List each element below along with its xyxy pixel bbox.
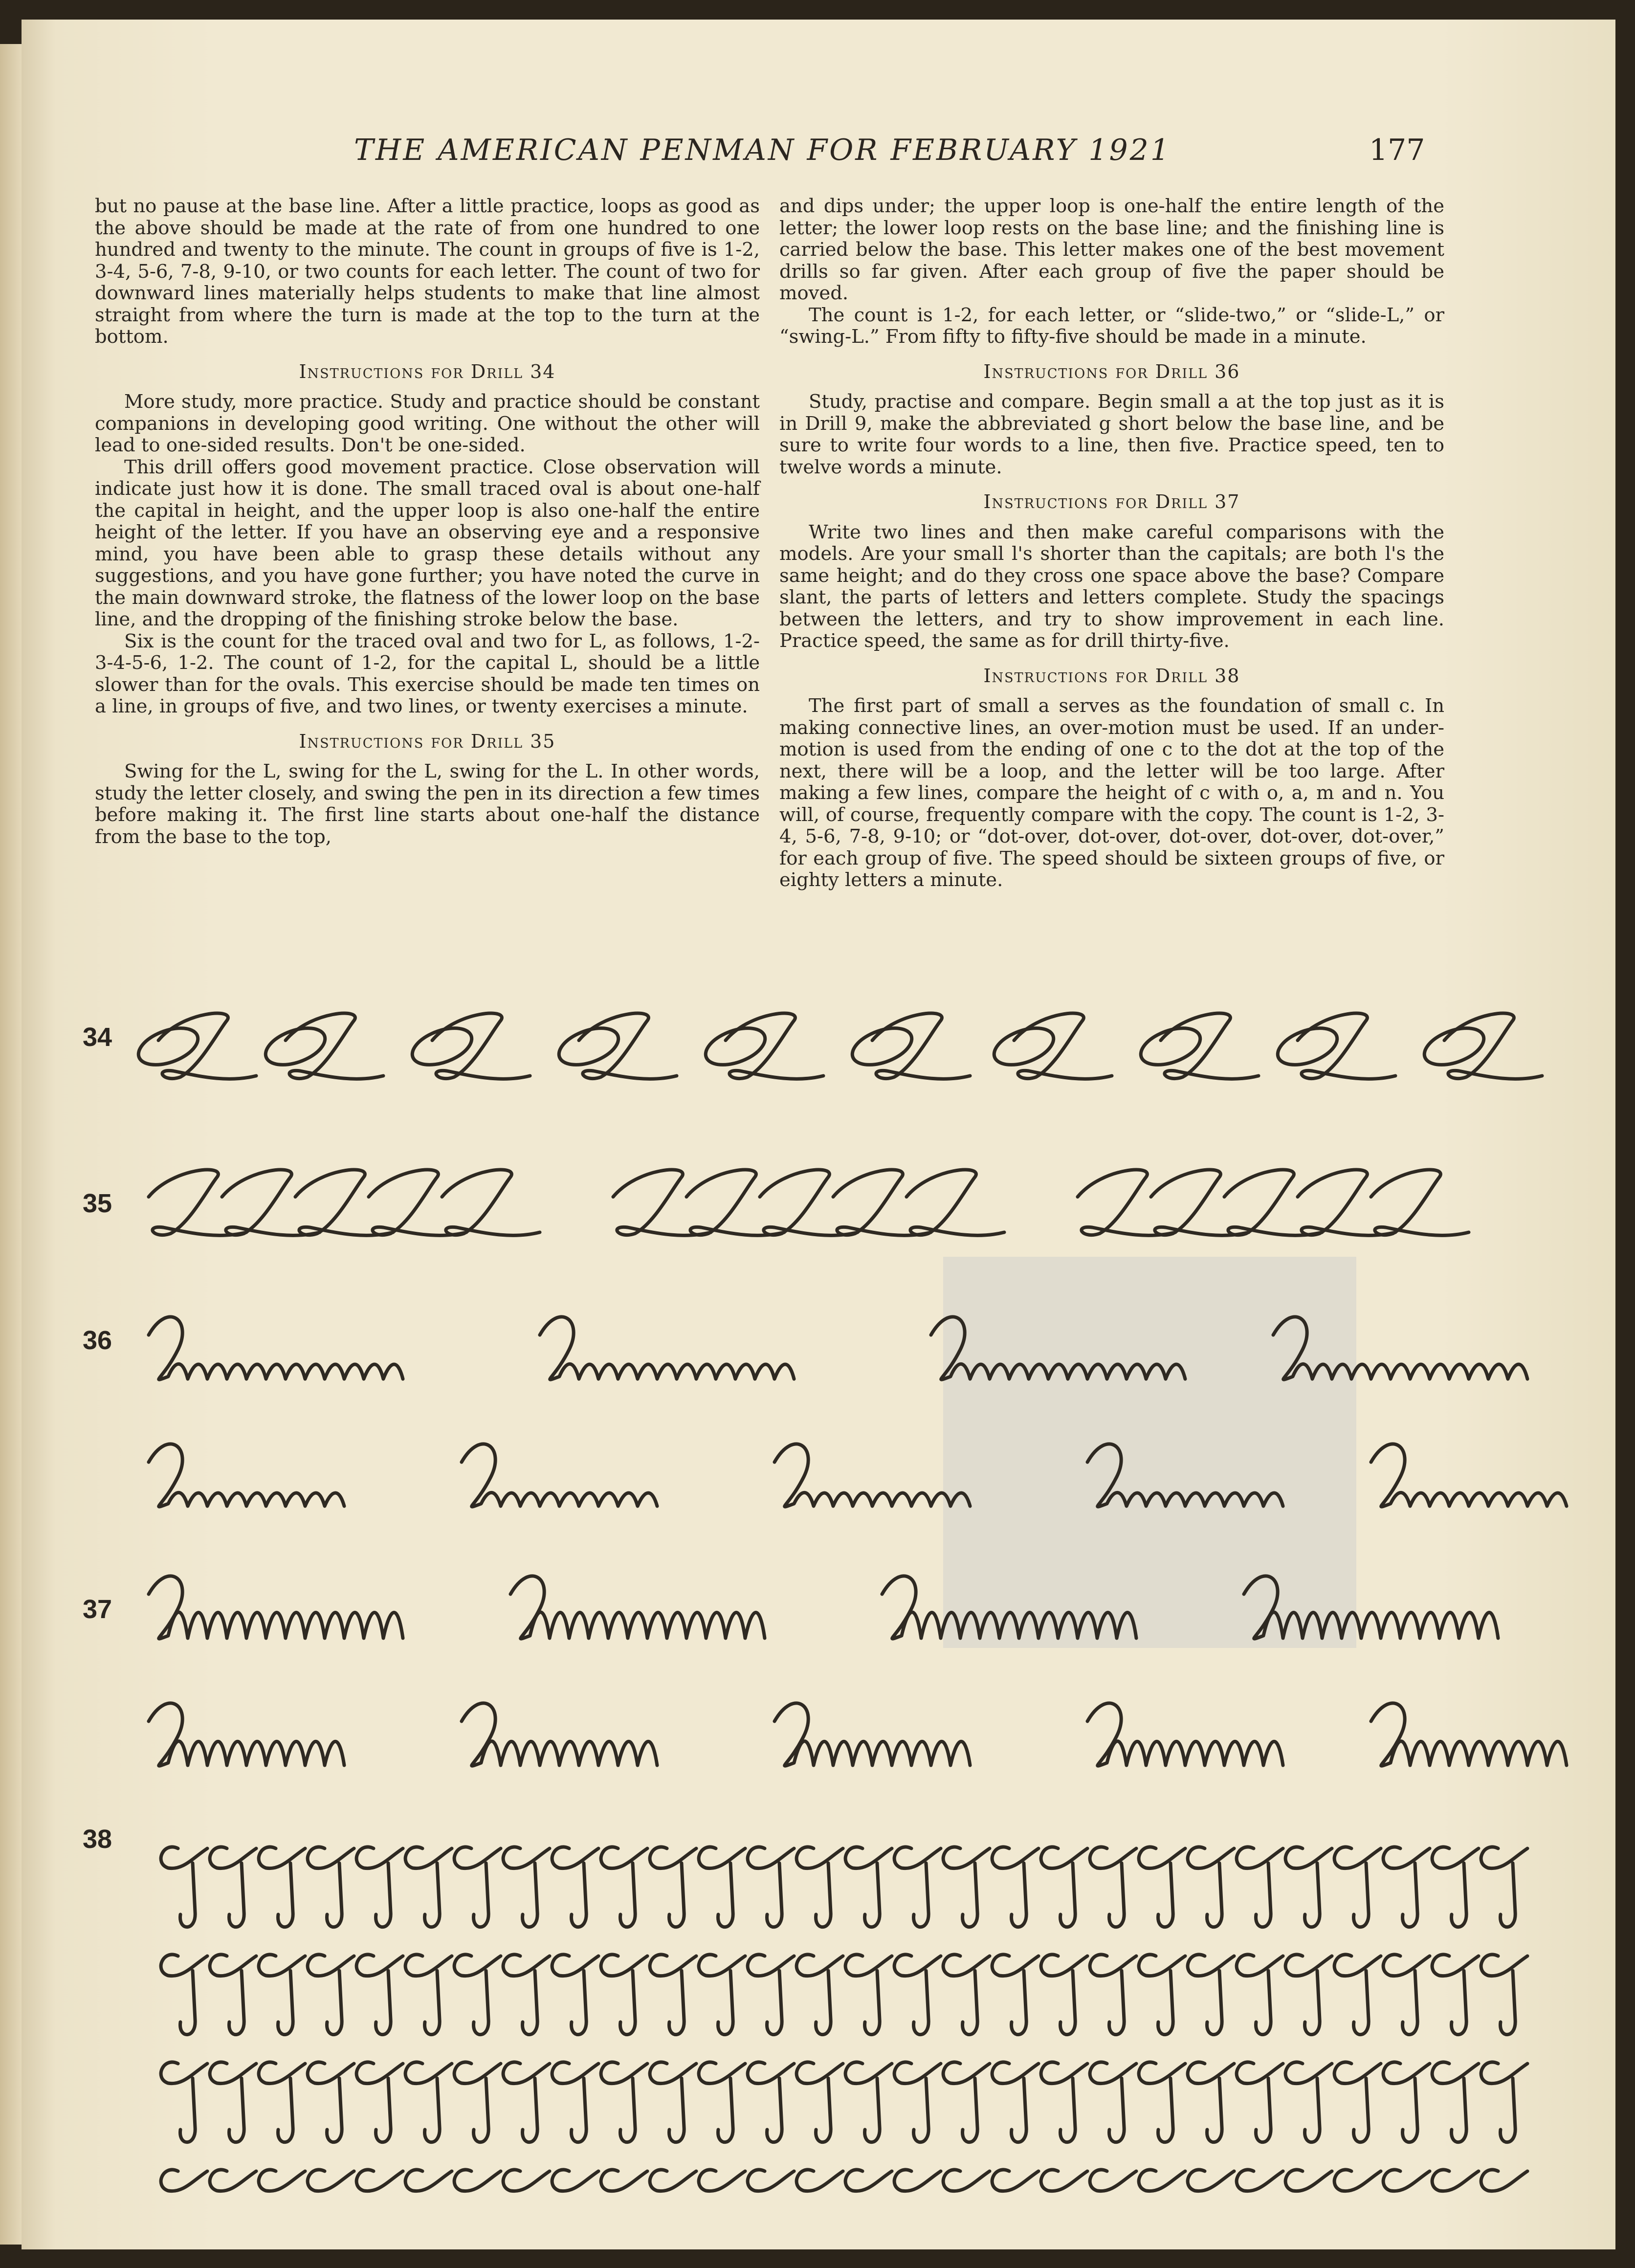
- descender-loop: [327, 1971, 342, 2035]
- word-lulling: [510, 1576, 765, 1639]
- small-c: [1383, 1847, 1430, 1868]
- small-c: [1139, 2062, 1185, 2084]
- descender-loop: [180, 1971, 196, 2035]
- section-heading-drill-37: Instructions for Drill 37: [983, 491, 1240, 512]
- small-c: [210, 1847, 256, 1868]
- small-c: [552, 2170, 598, 2191]
- descender-loop: [963, 1863, 978, 1927]
- descender-loop: [963, 2078, 978, 2142]
- descender-loop: [1061, 2078, 1076, 2142]
- traced-oval: [706, 1028, 765, 1065]
- word-lanning: [540, 1317, 794, 1379]
- small-c: [796, 1847, 843, 1868]
- small-c: [1334, 1847, 1381, 1868]
- small-c: [1432, 2170, 1479, 2191]
- facing-page-edge: [0, 44, 22, 2245]
- left-column: [95, 196, 760, 848]
- descender-loop: [816, 1971, 831, 2035]
- small-c: [601, 2170, 647, 2191]
- capital-l: [442, 1170, 540, 1235]
- page-number: 177: [1369, 133, 1425, 167]
- descender-loop: [1501, 1971, 1516, 2035]
- running-title: THE AMERICAN PENMAN FOR FEBRUARY 1921: [354, 133, 1171, 167]
- traced-oval: [559, 1028, 618, 1065]
- descender-loop: [229, 1971, 244, 2035]
- descender-loop: [572, 1971, 587, 2035]
- word-lanning: [931, 1317, 1185, 1379]
- traced-oval: [265, 1028, 325, 1065]
- section-heading-drill-34: Instructions for Drill 34: [299, 360, 556, 382]
- descender-loop: [1501, 1863, 1516, 1927]
- capital-l: [1161, 1013, 1259, 1079]
- drill-number-38: 38: [83, 1824, 112, 1854]
- small-c: [1285, 1847, 1332, 1868]
- traced-oval: [994, 1028, 1054, 1065]
- word-lulling: [1371, 1703, 1567, 1766]
- descender-loop: [767, 1971, 782, 2035]
- small-c: [796, 2062, 843, 2084]
- small-c: [992, 2170, 1038, 2191]
- small-c: [943, 1847, 990, 1868]
- traced-oval: [852, 1028, 911, 1065]
- paragraph: Six is the count for the traced oval and two for L, as follows, 1-2-3-4-5-6, 1-2. The count of 1-2, for the capital L, should be a little slower than for the ovals. This exercise should be made ten times on a line, in groups of five, and two lines, or twenty exercises a minute.: [95, 630, 760, 717]
- descender-loop: [1256, 1971, 1271, 2035]
- descender-loop: [865, 1863, 880, 1927]
- small-c: [503, 2170, 550, 2191]
- small-c: [943, 1955, 990, 1976]
- descender-loop: [425, 1863, 440, 1927]
- descender-loop: [718, 2078, 733, 2142]
- paragraph: The count is 1-2, for each letter, or “slide-two,” or “slide-L,” or “swing-L.” From fifty to fifty-five should be made in a minute.: [779, 304, 1444, 348]
- word-lulling: [774, 1703, 970, 1766]
- word-lanning: [1087, 1444, 1283, 1507]
- descender-loop: [278, 1971, 293, 2035]
- small-c: [259, 1955, 305, 1976]
- small-c: [308, 1847, 354, 1868]
- descender-loop: [620, 1863, 636, 1927]
- descender-loop: [620, 1971, 636, 2035]
- small-c: [748, 1955, 794, 1976]
- descender-loop: [865, 2078, 880, 2142]
- descender-loop: [1403, 1971, 1418, 2035]
- page-header: [22, 133, 1615, 177]
- small-c: [1041, 1847, 1087, 1868]
- descender-loop: [718, 1863, 733, 1927]
- small-c: [1090, 1955, 1136, 1976]
- capital-l: [906, 1170, 1004, 1235]
- descender-loop: [1012, 1971, 1027, 2035]
- small-c: [845, 2062, 892, 2084]
- small-c: [1383, 1955, 1430, 1976]
- small-c: [796, 1955, 843, 1976]
- small-c: [454, 1847, 501, 1868]
- small-c: [1188, 2062, 1234, 2084]
- small-c: [1285, 2170, 1332, 2191]
- small-c: [1383, 2062, 1430, 2084]
- small-c: [1481, 2062, 1527, 2084]
- small-c: [894, 1847, 941, 1868]
- section-heading-drill-38: Instructions for Drill 38: [983, 665, 1240, 687]
- small-c: [699, 2062, 745, 2084]
- small-c: [748, 2170, 794, 2191]
- penmanship-drills: [22, 993, 1615, 2215]
- small-c: [454, 2170, 501, 2191]
- small-c: [356, 2170, 403, 2191]
- magazine-page: [22, 20, 1615, 2249]
- descender-loop: [474, 2078, 489, 2142]
- descender-loop: [523, 1863, 538, 1927]
- small-c: [1188, 1847, 1234, 1868]
- small-c: [161, 1955, 207, 1976]
- descender-loop: [278, 1863, 293, 1927]
- capital-l: [432, 1013, 530, 1079]
- small-c: [356, 2062, 403, 2084]
- small-c: [1237, 1847, 1283, 1868]
- small-c: [552, 1955, 598, 1976]
- descender-loop: [865, 1971, 880, 2035]
- descender-loop: [1403, 1863, 1418, 1927]
- small-c: [1481, 1847, 1527, 1868]
- descender-loop: [572, 2078, 587, 2142]
- descender-loop: [376, 2078, 391, 2142]
- small-c: [405, 2170, 452, 2191]
- capital-l: [286, 1013, 383, 1079]
- small-c: [943, 2170, 990, 2191]
- descender-loop: [816, 2078, 831, 2142]
- word-lulling: [1244, 1576, 1498, 1639]
- paragraph: This drill offers good movement practice. Close observation will indicate just how it is done. The small traced oval is about one-half the capital in height, and the upper loop is also one-half the entire height of the letter. If you have an observing eye and a responsive mind, you have been able to grasp these details without any suggestions, and you have gone further; you have noted the curve in the main downward stroke, the flatness of the lower loop on the base line, and the dropping of the finishing stroke below the base.: [95, 456, 760, 630]
- descender-loop: [474, 1971, 489, 2035]
- traced-oval: [1424, 1028, 1484, 1065]
- small-c: [405, 2062, 452, 2084]
- descender-loop: [1354, 1863, 1369, 1927]
- small-c: [1285, 1955, 1332, 1976]
- descender-loop: [1207, 2078, 1222, 2142]
- word-lulling: [149, 1576, 403, 1639]
- descender-loop: [229, 2078, 244, 2142]
- small-c: [748, 2062, 794, 2084]
- small-c: [1432, 1847, 1479, 1868]
- small-c: [259, 2062, 305, 2084]
- small-c: [503, 2062, 550, 2084]
- drill-number-36: 36: [83, 1326, 112, 1355]
- right-column: [779, 196, 1444, 891]
- descender-loop: [1109, 1971, 1125, 2035]
- word-lulling: [1087, 1703, 1283, 1766]
- small-c: [259, 1847, 305, 1868]
- small-c: [1334, 2170, 1381, 2191]
- small-c: [308, 2170, 354, 2191]
- small-c: [796, 2170, 843, 2191]
- word-lanning: [462, 1444, 657, 1507]
- descender-loop: [523, 2078, 538, 2142]
- small-c: [845, 2170, 892, 2191]
- capital-l: [1014, 1013, 1112, 1079]
- small-c: [845, 1847, 892, 1868]
- descender-loop: [180, 1863, 196, 1927]
- descender-loop: [1061, 1863, 1076, 1927]
- descender-loop: [1256, 2078, 1271, 2142]
- small-c: [894, 2170, 941, 2191]
- small-c: [161, 2170, 207, 2191]
- descender-loop: [180, 2078, 196, 2142]
- small-c: [650, 1955, 696, 1976]
- descender-loop: [425, 2078, 440, 2142]
- descender-loop: [1158, 1971, 1173, 2035]
- small-c: [699, 2170, 745, 2191]
- small-c: [845, 1955, 892, 1976]
- small-c: [992, 1847, 1038, 1868]
- descender-loop: [1158, 2078, 1173, 2142]
- descender-loop: [474, 1863, 489, 1927]
- descender-loop: [376, 1863, 391, 1927]
- descender-loop: [669, 2078, 685, 2142]
- small-c: [601, 2062, 647, 2084]
- descender-loop: [425, 1971, 440, 2035]
- small-c: [308, 2062, 354, 2084]
- capital-l: [1444, 1013, 1542, 1079]
- capital-l: [872, 1013, 970, 1079]
- traced-oval: [412, 1028, 471, 1065]
- small-c: [748, 1847, 794, 1868]
- descender-loop: [1109, 1863, 1125, 1927]
- traced-oval: [1141, 1028, 1200, 1065]
- drill-number-35: 35: [83, 1189, 112, 1218]
- small-c: [210, 1955, 256, 1976]
- small-c: [1090, 1847, 1136, 1868]
- descender-loop: [620, 2078, 636, 2142]
- drill-number-37: 37: [83, 1595, 112, 1624]
- descender-loop: [1207, 1971, 1222, 2035]
- descender-loop: [572, 1863, 587, 1927]
- small-c: [454, 2062, 501, 2084]
- descender-loop: [229, 1863, 244, 1927]
- descender-loop: [767, 2078, 782, 2142]
- descender-loop: [1452, 2078, 1467, 2142]
- traced-oval: [138, 1028, 198, 1065]
- descender-loop: [767, 1863, 782, 1927]
- small-c: [552, 2062, 598, 2084]
- word-lanning: [1371, 1444, 1567, 1507]
- small-c: [1188, 2170, 1234, 2191]
- word-lanning: [1273, 1317, 1527, 1379]
- descender-loop: [1354, 2078, 1369, 2142]
- descender-loop: [1305, 1971, 1320, 2035]
- small-c: [259, 2170, 305, 2191]
- descender-loop: [1109, 2078, 1125, 2142]
- capital-l: [1298, 1013, 1395, 1079]
- capital-l: [158, 1013, 256, 1079]
- descender-loop: [718, 1971, 733, 2035]
- descender-loop: [963, 1971, 978, 2035]
- small-c: [405, 1847, 452, 1868]
- word-lulling: [149, 1703, 344, 1766]
- descender-loop: [1452, 1971, 1467, 2035]
- capital-l: [726, 1013, 823, 1079]
- small-c: [1041, 2170, 1087, 2191]
- small-c: [210, 2062, 256, 2084]
- drill-number-34: 34: [83, 1023, 112, 1052]
- descender-loop: [914, 1971, 929, 2035]
- small-c: [405, 1955, 452, 1976]
- small-c: [1432, 1955, 1479, 1976]
- descender-loop: [816, 1863, 831, 1927]
- word-lanning: [774, 1444, 970, 1507]
- capital-l: [579, 1013, 677, 1079]
- small-c: [1383, 2170, 1430, 2191]
- small-c: [1188, 1955, 1234, 1976]
- paragraph: but no pause at the base line. After a little practice, loops as good as the above should be made at the rate of from one hundred to one hundred and twenty to the minute. The count in groups of five is 1-2, 3-4, 5-6, 7-8, 9-10, or two counts for each letter. The count of two for downward lines materially helps students to make that line almost straight from where the turn is made at the top to the turn at the bottom.: [95, 195, 760, 348]
- small-c: [601, 1847, 647, 1868]
- word-lanning: [149, 1444, 344, 1507]
- descender-loop: [278, 2078, 293, 2142]
- small-c: [1237, 2170, 1283, 2191]
- small-c: [1285, 2062, 1332, 2084]
- small-c: [1090, 2062, 1136, 2084]
- descender-loop: [1305, 1863, 1320, 1927]
- small-c: [1432, 2062, 1479, 2084]
- small-c: [356, 1847, 403, 1868]
- small-c: [1139, 1847, 1185, 1868]
- section-heading-drill-35: Instructions for Drill 35: [299, 730, 556, 752]
- small-c: [992, 2062, 1038, 2084]
- word-lanning: [149, 1317, 403, 1379]
- small-c: [308, 1955, 354, 1976]
- descender-loop: [376, 1971, 391, 2035]
- small-c: [650, 2170, 696, 2191]
- descender-loop: [1403, 2078, 1418, 2142]
- descender-loop: [914, 1863, 929, 1927]
- small-c: [1481, 1955, 1527, 1976]
- descender-loop: [669, 1863, 685, 1927]
- descender-loop: [914, 2078, 929, 2142]
- small-c: [1139, 2170, 1185, 2191]
- paragraph: Study, practise and compare. Begin small a at the top just as it is in Drill 9, make the abbreviated g short below the base line, and be sure to write four words to a line, then five. Practice speed, ten to twelve words a minute.: [779, 391, 1444, 478]
- descender-loop: [1501, 2078, 1516, 2142]
- small-c: [454, 1955, 501, 1976]
- descender-loop: [1452, 1863, 1467, 1927]
- small-c: [1237, 1955, 1283, 1976]
- script-copy-illustration: [22, 993, 1615, 2215]
- descender-loop: [523, 1971, 538, 2035]
- small-c: [699, 1955, 745, 1976]
- paragraph: The first part of small a serves as the foundation of small c. In making connective lines, an over-motion must be used. If an under-motion is used from the ending of one c to the dot at the top of the next, there will be a loop, and the letter will be too large. After making a few lines, compare the height of c with o, a, m and n. You will, of course, frequently compare with the copy. The count is 1-2, 3-4, 5-6, 7-8, 9-10; or “dot-over, dot-over, dot-over, dot-over, dot-over,” for each group of five. The speed should be sixteen groups of five, or eighty letters a minute.: [779, 695, 1444, 891]
- small-c: [1237, 2062, 1283, 2084]
- small-c: [503, 1847, 550, 1868]
- small-c: [943, 2062, 990, 2084]
- descender-loop: [1256, 1863, 1271, 1927]
- small-c: [161, 2062, 207, 2084]
- small-c: [650, 1847, 696, 1868]
- section-heading-drill-36: Instructions for Drill 36: [983, 360, 1240, 382]
- paragraph: and dips under; the upper loop is one-half the entire length of the letter; the lower loop rests on the base line; and the finishing line is carried below the base. This letter makes one of the best movement drills so far given. After each group of five the paper should be moved.: [779, 195, 1444, 304]
- small-c: [1090, 2170, 1136, 2191]
- small-c: [1334, 2062, 1381, 2084]
- capital-l: [1371, 1170, 1469, 1235]
- small-c: [1334, 1955, 1381, 1976]
- descender-loop: [1354, 1971, 1369, 2035]
- descender-loop: [327, 1863, 342, 1927]
- descender-loop: [1158, 1863, 1173, 1927]
- small-c: [1041, 2062, 1087, 2084]
- small-c: [1139, 1955, 1185, 1976]
- descender-loop: [1012, 1863, 1027, 1927]
- small-c: [356, 1955, 403, 1976]
- traced-oval: [1278, 1028, 1337, 1065]
- small-c: [894, 2062, 941, 2084]
- paragraph: Swing for the L, swing for the L, swing for the L. In other words, study the letter closely, and swing the pen in its direction a few times before making it. The first line starts about one-half the distance from the base to the top,: [95, 760, 760, 848]
- word-lulling: [462, 1703, 657, 1766]
- descender-loop: [1305, 2078, 1320, 2142]
- small-c: [503, 1955, 550, 1976]
- small-c: [210, 2170, 256, 2191]
- descender-loop: [1207, 1863, 1222, 1927]
- descender-loop: [1061, 1971, 1076, 2035]
- small-c: [699, 1847, 745, 1868]
- small-c: [992, 1955, 1038, 1976]
- small-c: [1481, 2170, 1527, 2191]
- descender-loop: [327, 2078, 342, 2142]
- small-c: [552, 1847, 598, 1868]
- small-c: [161, 1847, 207, 1868]
- paragraph: Write two lines and then make careful comparisons with the models. Are your small l's shorter than the capitals; are both l's the same height; and do they cross one space above the base? Compare slant, the parts of letters and letters complete. Study the spacings between the letters, and try to show improvement in each line. Practice speed, the same as for drill thirty-five.: [779, 521, 1444, 652]
- descender-loop: [669, 1971, 685, 2035]
- descender-loop: [1012, 2078, 1027, 2142]
- paragraph: More study, more practice. Study and practice should be constant companions in developing good writing. One without the other will lead to one-sided results. Don't be one-sided.: [95, 391, 760, 456]
- small-c: [601, 1955, 647, 1976]
- small-c: [650, 2062, 696, 2084]
- small-c: [894, 1955, 941, 1976]
- small-c: [1041, 1955, 1087, 1976]
- word-lulling: [882, 1576, 1136, 1639]
